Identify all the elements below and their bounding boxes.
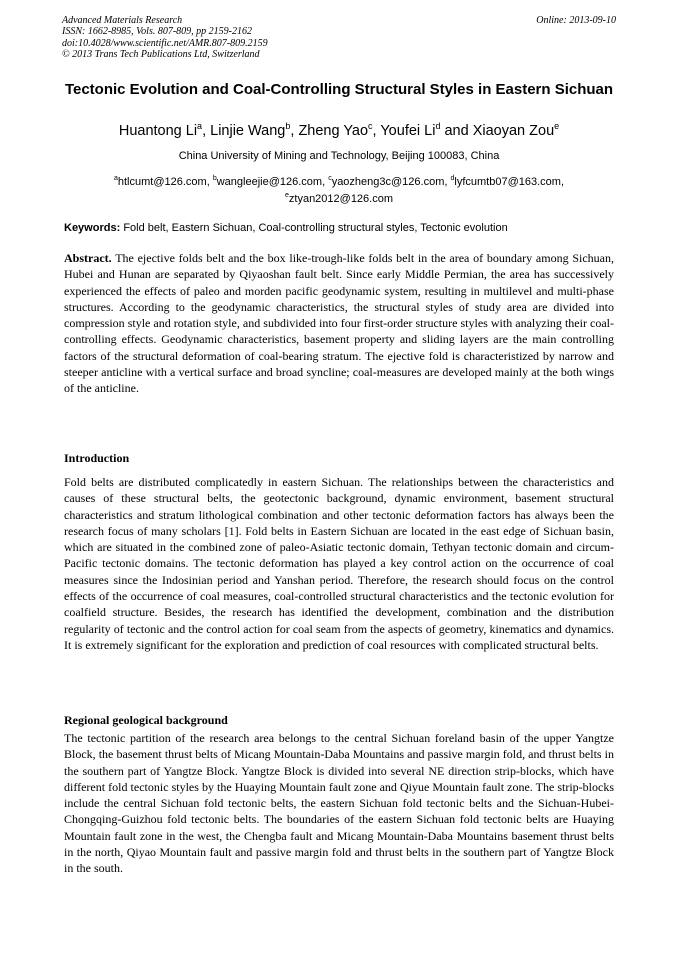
paper-title: Tectonic Evolution and Coal-Controlling Structural Styles in Eastern Sichuan (64, 81, 614, 98)
journal-header (62, 15, 616, 61)
author: Zheng Yao$^c$, (298, 121, 381, 139)
email[interactable]: $^d$lyfcumtb07@163.com (450, 175, 561, 188)
keywords-label: Keywords: (64, 222, 121, 234)
keywords-text: Fold belt, Eastern Sichuan, Coal-controlling structural styles, Tectonic evolution (123, 222, 508, 234)
abstract (64, 250, 614, 397)
email[interactable]: $^e$ztyan2012@126.com (284, 192, 394, 205)
keywords (64, 222, 614, 235)
author-list (64, 122, 614, 140)
introduction-text: Fold belts are distributed complicatedly in eastern Sichuan. The relationships between the characteristics and causes of these structural belts, the geotectonic background, dynamic environment, basement structural characteristics and stratum lithological combination and other tectonic deformation factors has always been the research focus of many scholars [1]. Fold belts in Eastern Sichuan are located in the east edge of Sichuan basin, which are situated in the combined zone of paleo-Asiatic tectonic domain, Tethyan tectonic domain and circum-Pacific tectonic domains. The tectonic deformation has played a key control action on the occurrence of coal measures since the Indosinian period and Yanshan period. Therefore, the research should focus on the control effects of the occurrence of coal measures, coal-controlled structural characteristics and the tectonic evolution for coalfield structure. Besides, the research has identified the development, combination and the distribution regularity of tectonic and the control action for coal seam from the aspects of geometry, kinematics and dynamics. It is extremely significant for the exploration and prediction of coal resources with complicated structural belts. (64, 475, 614, 652)
copyright-line: © 2013 Trans Tech Publications Ltd, Switzerland (62, 49, 260, 61)
author: Huantong Li$^a$, (118, 121, 211, 139)
regional-text: The tectonic partition of the research area belongs to the central Sichuan foreland basin of the upper Yangtze Block, the basement thrust belts of Micang Mountain-Daba Mountains and passive margin fold, and thrust belts in the southern part of Yangtze Block. Yangtze Block is divided into several NE direction strip-blocks, which have different fold tectonic styles by the Huaying Mountain fault zone and Qiyue Mountain fault zone. The strip-blocks include the central Sichuan fold tectonic belts, the eastern Sichuan fold tectonic belts and the Sichuan-Hubei-Chongqing-Guizhou fold tectonic belts. The boundaries of the eastern Sichuan fold tectonic belts are Huaying Mountain fault zone in the west, the Chengba fault and Micang Mountain-Daba Mountains basement thrust belts in the north, Qiyao Mountain fault and passive margin fold and thrust belts in the southern part of Yangtze Block in the south. (64, 731, 614, 876)
email[interactable]: $^a$htlcumt@126.com (113, 175, 207, 188)
email[interactable]: $^b$wangleejie@126.com (212, 175, 323, 188)
abstract-text: The ejective folds belt and the box like-trough-like folds belt in the area of boundary among Sichuan, Hubei and Hunan are separated by Qiyaoshan fault belt. Since early Middle Permian, the area has successively experienced the effects of paleo and morden pacific geodynamic system, resulting in multilevel and multi-phase structures. According to the geodynamic characteristics, the structural styles of study area are divided into compression style and rotation style, and subdivided into four first-order structure styles with analyzing their coal-controlling effects. Geodynamic characteristics, basement property and sliding layers are the main controlling factors of the structural deformation of coal-bearing stratum. The ejective fold is characteristized by narrow and steeper anticline with a vertical surface and broad syncline; coal-measures are developed mainly at the both wings of the anticline. (64, 251, 614, 396)
email-list: $^a$htlcumt@126.com, $^b$wangleejie@126.com, $^c$yaozheng3c@126.com, $^d$lyfcumtb07@163.com, $^e$ztyan2012@126.com (113, 175, 565, 205)
author: Youfei Li$^d$ and (380, 121, 473, 139)
journal-name: Advanced Materials Research (62, 15, 183, 26)
online-date: Online: 2013-09-10 (536, 15, 616, 26)
doi-line[interactable]: doi:10.4028/www.scientific.net/AMR.807-809.2159 (62, 37, 268, 49)
email[interactable]: $^c$yaozheng3c@126.com (328, 175, 445, 188)
abstract-label: Abstract. (64, 251, 112, 265)
introduction-heading: Introduction (64, 451, 130, 465)
author: Linjie Wang$^b$, (210, 121, 299, 139)
issn-line: ISSN: 1662-8985, Vols. 807-809, pp 2159-2162 (62, 26, 252, 38)
regional-heading: Regional geological background (64, 713, 228, 727)
author: Xiaoyan Zou$^e$ (472, 121, 560, 139)
affiliation: China University of Mining and Technology, Beijing 100083, China (178, 150, 500, 162)
